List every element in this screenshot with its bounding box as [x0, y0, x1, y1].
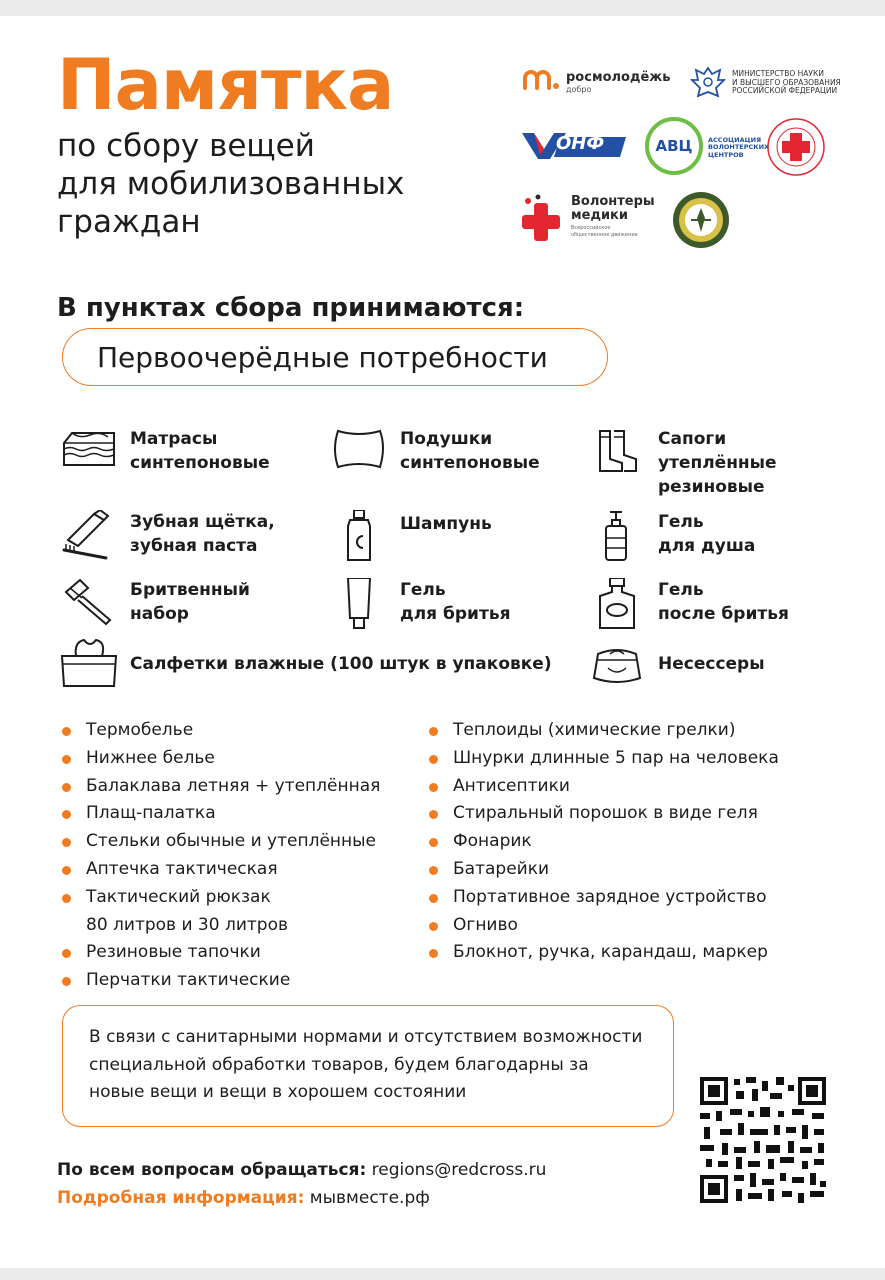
priority-item-boots: [588, 427, 777, 499]
volunteers-medics-subline: Всероссийское: [571, 225, 611, 231]
priority-needs-pill: [62, 328, 608, 386]
list-item: Аптечка тактическая: [60, 856, 420, 884]
avc-mark: АВЦ: [655, 137, 693, 155]
priority-item-label: Гель для бритья: [400, 580, 511, 624]
toiletry-bag-icon: [588, 638, 646, 690]
section-heading: В пунктах сбора принимаются:: [57, 293, 525, 323]
ministry-line: И ВЫСШЕГО ОБРАЗОВАНИЯ: [732, 77, 841, 87]
avc-line: АССОЦИАЦИЯ: [708, 136, 762, 144]
priority-item-label: Зубная щётка, зубная паста: [130, 512, 275, 556]
red-cross-icon: [766, 117, 826, 177]
priority-item-label: Матрасы синтепоновые: [130, 429, 270, 473]
priority-item-label: Подушки синтепоновые: [400, 429, 540, 473]
info-label: Подробная информация:: [57, 1188, 305, 1208]
page-title: Памятка: [57, 44, 394, 126]
shampoo-icon: [330, 510, 388, 562]
pillow-icon: [330, 427, 388, 479]
emblem-seal-icon: [671, 190, 731, 250]
redcross-logo: [766, 117, 826, 181]
boots-icon: [588, 427, 646, 479]
contact-questions: [57, 1156, 546, 1184]
list-item: Огниво: [427, 912, 847, 940]
ministry-text: [732, 70, 841, 96]
qr-code[interactable]: [698, 1075, 828, 1205]
onf-text: ОНФ: [556, 133, 605, 154]
eagle-emblem-icon: [690, 64, 726, 102]
priority-item-shower-gel: [588, 510, 755, 562]
rosmolodezh-logo: [522, 68, 562, 98]
list-item: Термобелье: [60, 717, 420, 745]
rosmolodezh-mark-icon: [522, 68, 562, 94]
contact-info: [57, 1184, 546, 1212]
list-item: Портативное зарядное устройство: [427, 884, 847, 912]
page-subtitle: [57, 127, 497, 241]
shower-gel-icon: [588, 510, 646, 562]
notice-text: В связи с санитарными нормами и отсутствием возможности специальной обработки товаров, будем благодарны за новые вещи и вещи в хорошем состоянии: [89, 1027, 643, 1102]
priority-item-label: Бритвенный набор: [130, 580, 250, 624]
rosmolodezh-text: [566, 70, 670, 94]
priority-item-mattress: [60, 427, 270, 479]
list-item: Балаклава летняя + утеплённая: [60, 773, 420, 801]
priority-item-label: Гель для душа: [658, 512, 756, 556]
medical-cross-icon: [520, 193, 566, 243]
priority-item-label: Шампунь: [400, 514, 492, 534]
priority-needs-label: Первоочерёдные потребности: [97, 340, 548, 374]
list-item: Стиральный порошок в виде геля: [427, 800, 847, 828]
list-item: Нижнее белье: [60, 745, 420, 773]
list-item: Стельки обычные и утеплённые: [60, 828, 420, 856]
priority-item-shampoo: [330, 510, 492, 562]
contact-email-link[interactable]: regions@redcross.ru: [371, 1160, 547, 1180]
list-item: Плащ-палатка: [60, 800, 420, 828]
priority-item-shaving-gel: [330, 578, 510, 630]
aftershave-icon: [588, 578, 646, 630]
ministry-logo: [690, 64, 726, 106]
list-item: Блокнот, ручка, карандаш, маркер: [427, 939, 847, 967]
shaving-gel-icon: [330, 578, 388, 630]
subtitle-line: для мобилизованных: [57, 166, 405, 202]
contact-block: [57, 1156, 546, 1212]
priority-item-label: Гель после бритья: [658, 580, 789, 624]
volunteers-medics-line: медики: [571, 208, 628, 223]
volunteers-medics-logo: [520, 193, 566, 247]
razor-icon: [60, 578, 118, 630]
rosmolodezh-sub: добро: [566, 85, 592, 94]
list-item: Теплоиды (химические грелки): [427, 717, 847, 745]
subtitle-line: граждан: [57, 204, 201, 240]
list-item: Тактический рюкзак 80 литров и 30 литров: [60, 884, 420, 940]
priority-item-pillow: [330, 427, 540, 479]
priority-item-aftershave: [588, 578, 789, 630]
ministry-line: РОССИЙСКОЙ ФЕДЕРАЦИИ: [732, 86, 838, 96]
wet-wipes-icon: [60, 638, 118, 690]
avc-line: ВОЛОНТЕРСКИХ: [708, 143, 770, 152]
list-item: Фонарик: [427, 828, 847, 856]
volunteers-medics-subline: общественное движение: [571, 232, 638, 238]
list-item: Резиновые тапочки: [60, 939, 420, 967]
notice-box: [62, 1005, 674, 1127]
volunteers-medics-sub: [571, 225, 655, 239]
volunteers-medics-line: Волонтеры: [571, 194, 655, 209]
avc-line: ЦЕНТРОВ: [708, 150, 744, 159]
avc-text: [708, 137, 769, 159]
toothbrush-icon: [60, 510, 118, 562]
priority-item-toiletry-bag: [588, 638, 765, 690]
rosmolodezh-name: росмолодёжь: [566, 70, 671, 85]
items-list-right: [427, 717, 847, 967]
volunteers-medics-text: [571, 195, 655, 239]
website-link[interactable]: мывместе.рф: [309, 1188, 430, 1208]
emblem-logo: [671, 190, 731, 254]
list-item: Антисептики: [427, 773, 847, 801]
avc-logo: [645, 117, 703, 175]
mattress-icon: [60, 427, 118, 479]
ministry-line: МИНИСТЕРСТВО НАУКИ: [732, 69, 824, 78]
priority-item-label: Салфетки влажные (100 штук в упаковке): [130, 654, 552, 674]
list-item: Перчатки тактические: [60, 967, 420, 995]
priority-item-label: Несессеры: [658, 654, 765, 674]
priority-item-label: Сапоги утеплённые резиновые: [658, 429, 777, 497]
questions-label: По всем вопросам обращаться:: [57, 1160, 367, 1180]
list-item: Шнурки длинные 5 пар на человека: [427, 745, 847, 773]
list-item: Батарейки: [427, 856, 847, 884]
priority-item-wet-wipes: [60, 638, 552, 690]
subtitle-line: по сбору вещей: [57, 128, 315, 164]
priority-item-toothbrush: [60, 510, 275, 562]
items-list-left: [60, 717, 420, 995]
priority-item-razor: [60, 578, 250, 630]
